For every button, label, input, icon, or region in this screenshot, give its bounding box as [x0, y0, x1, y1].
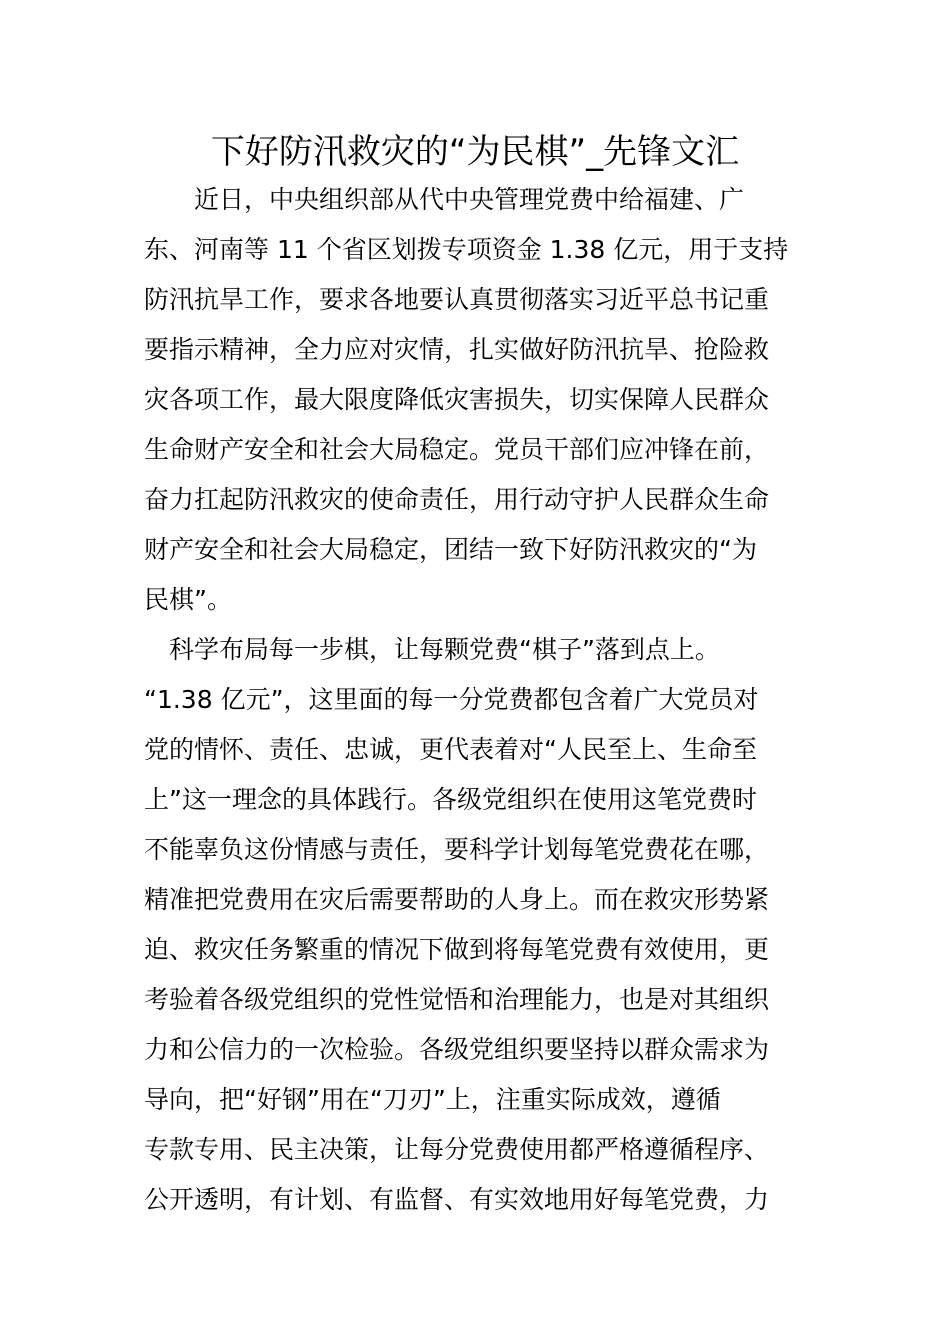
body-line: 奋力扛起防汛救灾的使命责任，用行动守护人民群众生命 — [144, 485, 770, 514]
body-line: 东、河南等 11 个省区划拨专项资金 1.38 亿元，用于支持 — [144, 235, 789, 264]
body-line: 力和公信力的一次检验。各级党组织要坚持以群众需求为 — [144, 1035, 770, 1064]
body-line: 精准把党费用在灾后需要帮助的人身上。而在救灾形势紧 — [144, 885, 770, 914]
body-line: 考验着各级党组织的党性觉悟和治理能力，也是对其组织 — [144, 985, 770, 1014]
body-line: 公开透明，有计划、有监督、有实效地用好每笔党费，力 — [144, 1185, 770, 1214]
body-line: 灾各项工作，最大限度降低灾害损失，切实保障人民群众 — [144, 385, 770, 414]
body-line: 要指示精神，全力应对灾情，扎实做好防汛抗旱、抢险救 — [144, 335, 770, 364]
body-line: 民棋”。 — [144, 585, 232, 614]
body-line: 近日，中央组织部从代中央管理党费中给福建、广 — [144, 185, 745, 214]
body-line: “1.38 亿元”，这里面的每一分党费都包含着广大党员对 — [144, 685, 759, 714]
body-line: 不能辜负这份情感与责任，要科学计划每笔党费花在哪， — [144, 835, 770, 864]
page-title: 下好防汛救灾的“为民棋”_先锋文汇 — [210, 132, 740, 172]
body-line: 党的情怀、责任、忠诚，更代表着对“人民至上、生命至 — [144, 735, 757, 764]
body-line: 上”这一理念的具体践行。各级党组织在使用这笔党费时 — [144, 785, 757, 814]
body-line: 生命财产安全和社会大局稳定。党员干部们应冲锋在前， — [144, 435, 770, 464]
body-line: 防汛抗旱工作，要求各地要认真贯彻落实习近平总书记重 — [144, 285, 770, 314]
body-line: 科学布局每一步棋，让每颗党费“棋子”落到点上。 — [144, 635, 720, 664]
body-line: 财产安全和社会大局稳定，团结一致下好防汛救灾的“为 — [144, 535, 757, 564]
body-line: 专款专用、民主决策，让每分党费使用都严格遵循程序、 — [144, 1135, 770, 1164]
body-line: 导向，把“好钢”用在“刀刃”上，注重实际成效，遵循 — [144, 1085, 721, 1114]
body-line: 迫、救灾任务繁重的情况下做到将每笔党费有效使用，更 — [144, 935, 770, 964]
